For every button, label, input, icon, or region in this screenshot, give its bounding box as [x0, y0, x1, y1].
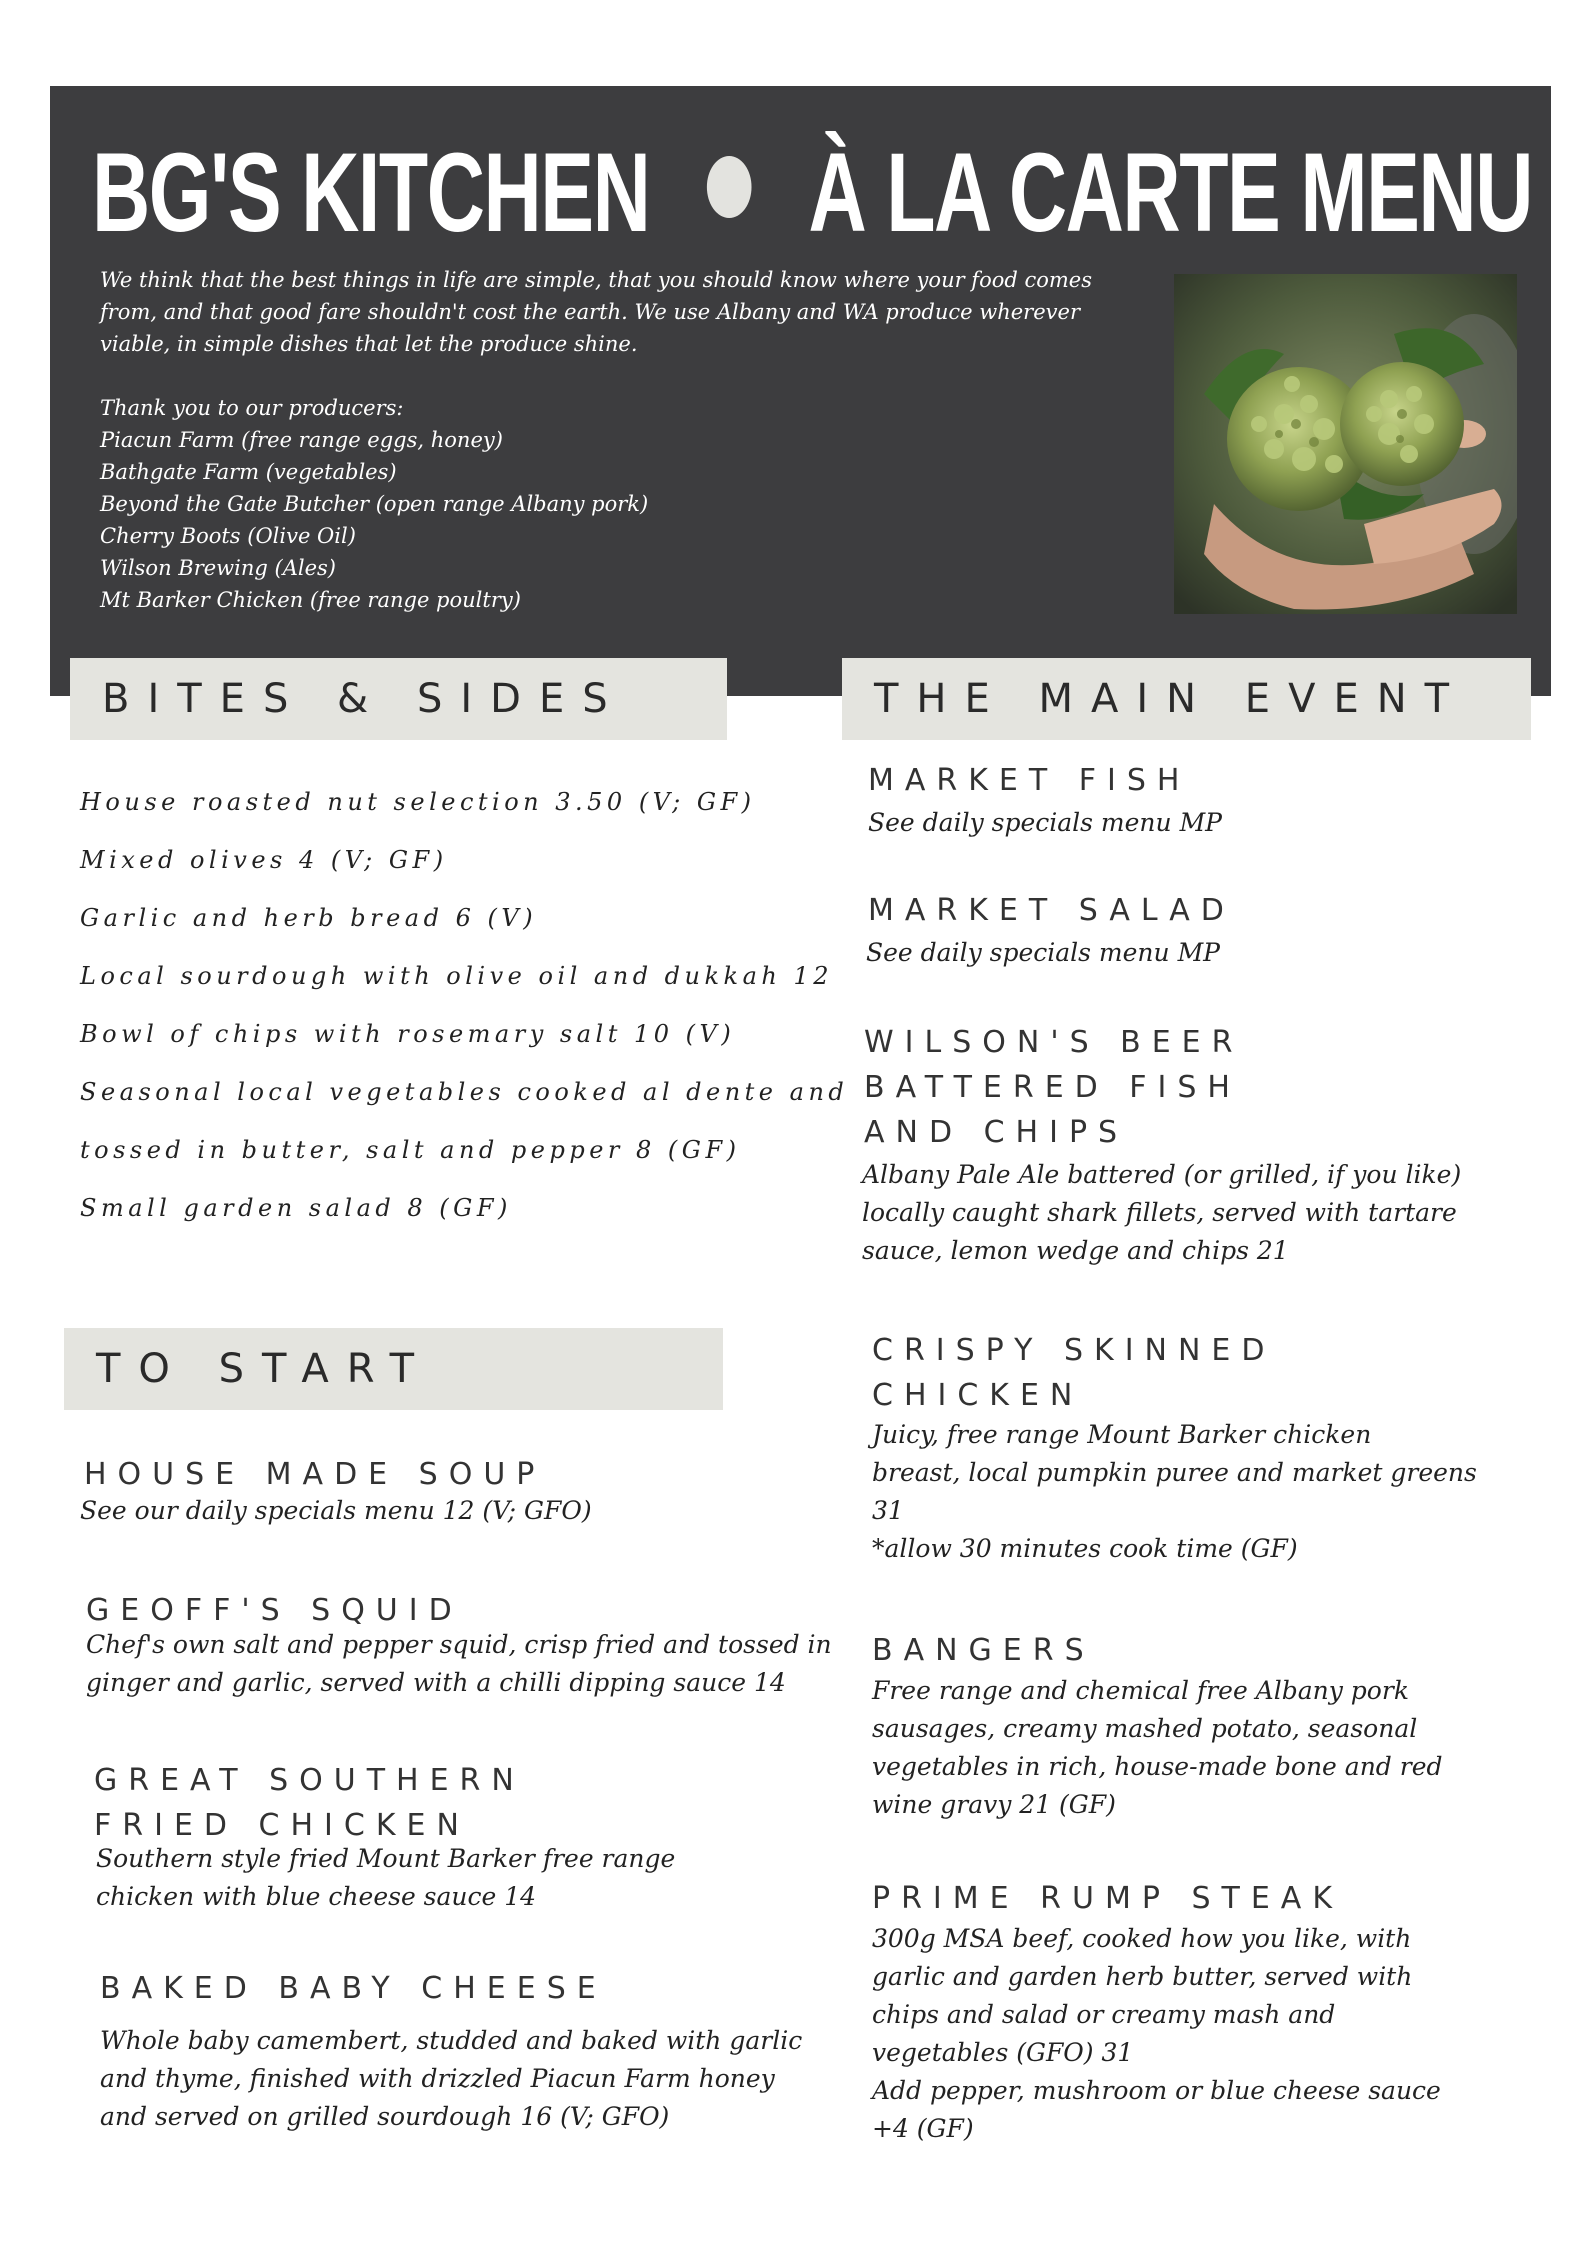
bites-line: Mixed olives 4 (V; GF): [80, 846, 448, 874]
menu-item-desc: See daily specials menu MP: [868, 808, 1223, 837]
intro-line: We think that the best things in life are simple, that you should know where your food comes: [100, 268, 1093, 292]
menu-item-desc: Chef's own salt and pepper squid, crisp fried and tossed in ginger and garlic, served with a chilli dipping sauce 14: [86, 1630, 832, 1697]
menu-item-name: PRIME RUMP STEAK: [872, 1881, 1343, 1916]
bites-line: House roasted nut selection 3.50 (V; GF): [80, 788, 756, 816]
menu-item-name: MARKET FISH: [868, 763, 1191, 798]
producer-item: Piacun Farm (free range eggs, honey): [100, 428, 503, 452]
mains-heading: THE MAIN EVENT: [874, 676, 1468, 722]
menu-item-desc: Juicy, free range Mount Barker chicken breast, local pumpkin puree and market greens 31 *allow 30 minutes cook time (GF): [872, 1420, 1477, 1563]
title-right: À LA CARTE MENU: [808, 130, 1532, 255]
section-heading-bites: [70, 658, 727, 740]
bites-line: Garlic and herb bread 6 (V): [80, 904, 538, 932]
menu-item-desc: See our daily specials menu 12 (V; GFO): [80, 1496, 592, 1525]
menu-item-desc: 300g MSA beef, cooked how you like, with garlic and garden herb butter, served with chips and salad or creamy mash and vegetables (GFO) 31 Add pepper, mushroom or blue cheese sauce +4 (GF): [872, 1924, 1441, 2143]
intro-text: [100, 264, 1160, 616]
menu-item-name: CRISPY SKINNED CHICKEN: [872, 1333, 1276, 1413]
menu-item-name: BAKED BABY CHEESE: [100, 1971, 607, 2006]
bites-line: Small garden salad 8 (GF): [80, 1194, 512, 1222]
producers-heading: Thank you to our producers:: [100, 396, 404, 420]
intro-line: from, and that good fare shouldn't cost the earth. We use Albany and WA produce wherever: [100, 300, 1080, 324]
bites-line: Local sourdough with olive oil and dukkah 12: [80, 962, 834, 990]
section-heading-start: [64, 1328, 723, 1410]
intro-line: viable, in simple dishes that let the produce shine.: [100, 332, 638, 356]
start-heading: TO START: [96, 1346, 433, 1392]
page-title: [92, 118, 1532, 268]
producer-item: Beyond the Gate Butcher (open range Albany pork): [100, 492, 649, 516]
producer-item: Mt Barker Chicken (free range poultry): [100, 588, 521, 612]
producer-item: Cherry Boots (Olive Oil): [100, 524, 356, 548]
menu-item-desc: Albany Pale Ale battered (or grilled, if you like) locally caught shark fillets, served with tartare sauce, lemon wedge and chips 21: [862, 1160, 1462, 1265]
menu-item-name: HOUSE MADE SOUP: [84, 1457, 546, 1492]
bites-line: Bowl of chips with rosemary salt 10 (V): [80, 1020, 736, 1048]
menu-item-name: WILSON'S BEER BATTERED FISH AND CHIPS: [864, 1025, 1244, 1150]
menu-item-name: GEOFF'S SQUID: [86, 1593, 463, 1628]
menu-item-desc: See daily specials menu MP: [866, 938, 1221, 967]
menu-item-name: MARKET SALAD: [868, 893, 1235, 928]
producer-item: Bathgate Farm (vegetables): [100, 460, 397, 484]
producer-item: Wilson Brewing (Ales): [100, 556, 336, 580]
bites-line: Seasonal local vegetables cooked al dente and: [80, 1078, 849, 1106]
menu-item-name: BANGERS: [872, 1633, 1095, 1668]
bites-line: tossed in butter, salt and pepper 8 (GF): [80, 1136, 741, 1164]
menu-item-desc: Whole baby camembert, studded and baked with garlic and thyme, finished with drizzled Piacun Farm honey and served on grilled sourdough 16 (V; GFO): [100, 2026, 803, 2131]
menu-item-name: GREAT SOUTHERN FRIED CHICKEN: [94, 1763, 525, 1843]
menu-item-desc: Southern style fried Mount Barker free range chicken with blue cheese sauce 14: [96, 1844, 676, 1911]
romanesco-photo: [1174, 274, 1517, 614]
bullet-dot-icon: [707, 156, 752, 218]
title-left: BG'S KITCHEN: [92, 130, 650, 255]
bites-heading: BITES & SIDES: [102, 676, 626, 722]
section-heading-mains: [842, 658, 1531, 740]
menu-item-desc: Free range and chemical free Albany pork sausages, creamy mashed potato, seasonal vegetables in rich, house-made bone and red wine gravy 21 (GF): [872, 1676, 1443, 1819]
